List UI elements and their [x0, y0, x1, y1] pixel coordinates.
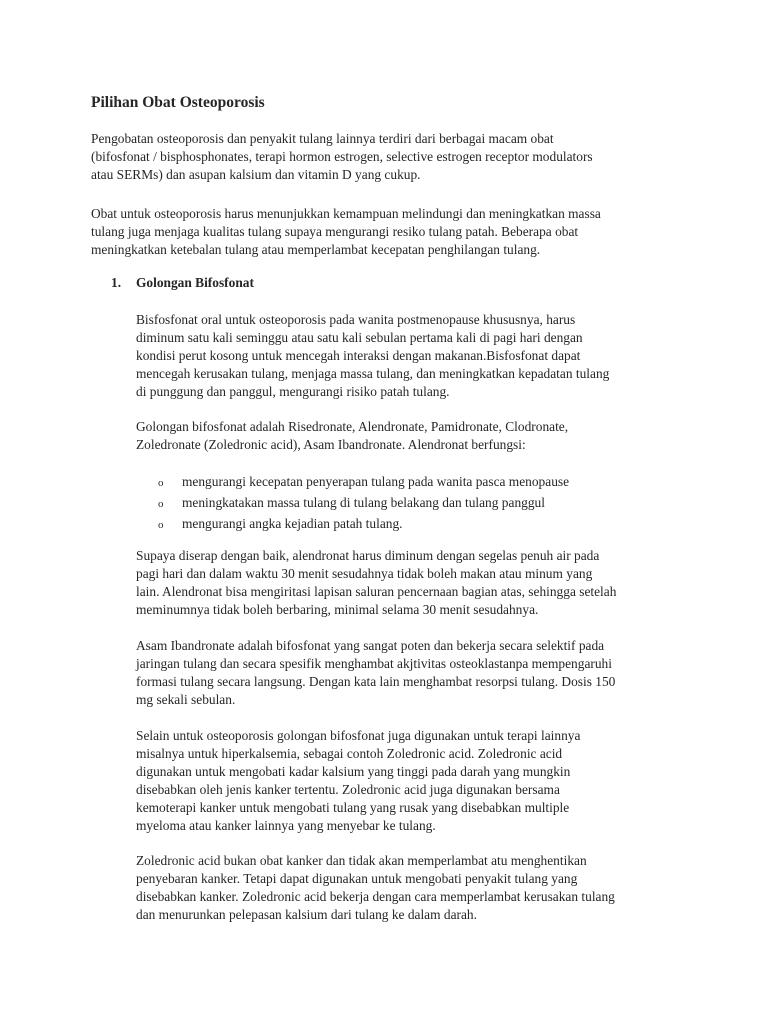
list-item [136, 514, 569, 535]
intro-paragraph-1 [91, 130, 691, 184]
section-paragraph-2 [136, 418, 736, 454]
list-item-text: mengurangi kecepatan penyerapan tulang pada wanita pasca menopause [182, 474, 570, 489]
section-heading-label: Golongan Bifosfonat [136, 275, 254, 290]
section-paragraph-1 [136, 311, 736, 401]
section-number: 1. [111, 275, 122, 290]
text-line: misalnya untuk hiperkalsemia, sebagai contoh Zoledronic acid. Zoledronic acid [136, 745, 563, 761]
text-line: jaringan tulang dan secara spesifik menghambat akjtivitas osteoklastanpa mempengaruhi [136, 655, 612, 671]
text-line: penyebaran kanker. Tetapi dapat digunakan untuk mengobati penyakit tulang yang [136, 870, 578, 886]
text-line: Zoledronic acid bukan obat kanker dan tidak akan memperlambat atu menghentikan [136, 853, 587, 868]
bullet-marker: o [158, 477, 164, 489]
section-paragraph-4 [136, 637, 736, 709]
list-item-text: mengurangi angka kejadian patah tulang. [182, 516, 403, 532]
text-line: diminum satu kali seminggu atau satu kali sebulan pertama kali di pagi hari dengan [136, 329, 583, 345]
text-line: disebabkan oleh jenis kanker tertentu. Zoledronic acid juga digunakan bersama [136, 781, 560, 797]
section-paragraph-6 [136, 852, 736, 924]
text-line: Supaya diserap dengan baik, alendronat harus diminum dengan segelas penuh air pada [136, 548, 600, 563]
intro-paragraph-2 [91, 205, 691, 259]
page-title: Pilihan Obat Osteoporosis [91, 94, 265, 111]
text-line: digunakan untuk mengobati kadar kalsium yang tinggi pada darah yang mungkin [136, 763, 571, 779]
bullet-marker: o [158, 519, 164, 532]
text-line: Pengobatan osteoporosis dan penyakit tulang lainnya terdiri dari berbagai macam obat [91, 131, 554, 146]
list-item-text: meningkatakan massa tulang di tulang belakang dan tulang panggul [182, 495, 545, 511]
text-line: kemoterapi kanker untuk mengobati tulang yang rusak yang disebabkan multiple [136, 799, 570, 815]
text-line: kondisi perut kosong untuk mencegah interaksi dengan makanan.Bisfosfonat dapat [136, 347, 581, 363]
text-line: disebabkan kanker. Zoledronic acid bekerja dengan cara memperlambat kerusakan tulang [136, 888, 615, 904]
text-line: tulang juga menjaga kualitas tulang supaya mengurangi resiko tulang patah. Beberapa obat [91, 223, 579, 239]
bullet-marker: o [158, 498, 164, 511]
text-line: lain. Alendronat bisa mengiritasi lapisan saluran pencernaan bagian atas, sehingga setelah [136, 583, 617, 599]
text-line: meningkatkan ketebalan tulang atau memperlambat kecepatan penghilangan tulang. [91, 241, 541, 257]
list-item [136, 472, 569, 493]
text-line: mg sekali sebulan. [136, 691, 236, 707]
section-paragraph-3 [136, 547, 736, 619]
text-line: Obat untuk osteoporosis harus menunjukkan kemampuan melindungi dan meningkatkan massa [91, 206, 601, 221]
text-line: Zoledronate (Zoledronic acid), Asam Ibandronate. Alendronat berfungsi: [136, 436, 526, 452]
text-line: formasi tulang secara langsung. Dengan kata lain menghambat resorpsi tulang. Dosis 150 [136, 673, 616, 689]
function-list [136, 472, 569, 536]
text-line: Asam Ibandronate adalah bifosfonat yang sangat poten dan bekerja secara selektif pada [136, 638, 605, 653]
text-line: (bifosfonat / bisphosphonates, terapi hormon estrogen, selective estrogen receptor modulators [91, 148, 593, 164]
section-heading [111, 274, 254, 292]
text-line: atau SERMs) dan asupan kalsium dan vitamin D yang cukup. [91, 166, 421, 182]
text-line: di punggung dan panggul, mengurangi risiko patah tulang. [136, 383, 450, 399]
text-line: meminumnya tidak boleh berbaring, minimal selama 30 menit sesudahnya. [136, 601, 539, 617]
text-line: dan menurunkan pelepasan kalsium dari tulang ke dalam darah. [136, 906, 477, 922]
section-paragraph-5 [136, 727, 736, 834]
text-line: Selain untuk osteoporosis golongan bifosfonat juga digunakan untuk terapi lainnya [136, 728, 581, 743]
list-item [136, 493, 569, 514]
text-line: Golongan bifosfonat adalah Risedronate, Alendronate, Pamidronate, Clodronate, [136, 419, 569, 434]
text-line: Bisfosfonat oral untuk osteoporosis pada wanita postmenopause khususnya, harus [136, 312, 576, 327]
text-line: myeloma atau kanker lainnya yang menyebar ke tulang. [136, 817, 436, 833]
text-line: pagi hari dan dalam waktu 30 menit sesudahnya tidak boleh makan atau minum yang [136, 565, 593, 581]
text-line: mencegah kerusakan tulang, menjaga massa tulang, dan meningkatkan kepadatan tulang [136, 365, 610, 381]
